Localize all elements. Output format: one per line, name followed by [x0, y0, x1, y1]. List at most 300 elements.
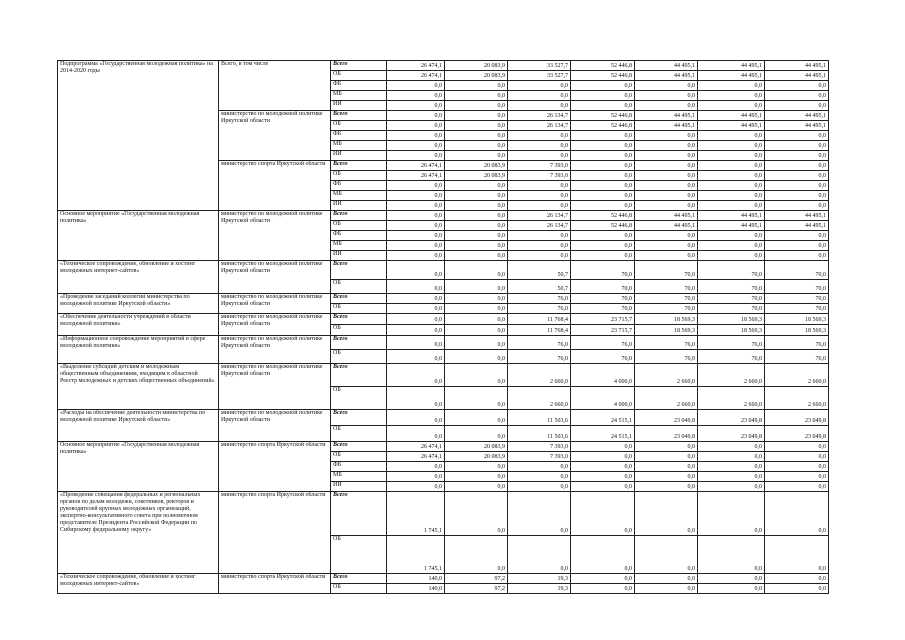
- amount-cell: 44 495,1: [698, 211, 765, 221]
- amount-cell: 52 446,8: [571, 221, 635, 231]
- amount-cell: 0,0: [387, 364, 445, 387]
- amount-cell: 0,0: [698, 151, 765, 161]
- amount-cell: 0,0: [635, 251, 698, 261]
- executor-cell: министерство по молодежной политике Иркутской области: [219, 410, 331, 442]
- amount-cell: 0,0: [508, 251, 571, 261]
- source-cell: ОБ: [331, 304, 387, 314]
- amount-cell: 70,0: [635, 280, 698, 294]
- amount-cell: 0,0: [445, 181, 508, 191]
- amount-cell: 0,0: [387, 325, 445, 336]
- funding-table: [57, 60, 829, 594]
- source-cell: ИИ: [331, 251, 387, 261]
- table-row: [58, 211, 829, 221]
- amount-cell: 11 768,4: [508, 314, 571, 325]
- amount-cell: 0,0: [508, 231, 571, 241]
- amount-cell: 0,0: [508, 536, 571, 574]
- amount-cell: 44 495,1: [765, 61, 829, 71]
- amount-cell: 11 503,6: [508, 426, 571, 442]
- amount-cell: 33 527,7: [508, 71, 571, 81]
- amount-cell: 97,2: [445, 584, 508, 594]
- amount-cell: 20 083,9: [445, 61, 508, 71]
- amount-cell: 0,0: [508, 492, 571, 536]
- source-cell: МБ: [331, 141, 387, 151]
- activity-name-cell: «Проведение заседаний коллегии министерства по молодежной политике Иркутской области»: [58, 294, 219, 314]
- amount-cell: 2 660,0: [698, 387, 765, 410]
- amount-cell: 23 049,8: [765, 410, 829, 426]
- amount-cell: 0,0: [445, 131, 508, 141]
- amount-cell: 18 569,3: [635, 325, 698, 336]
- amount-cell: 0,0: [445, 462, 508, 472]
- amount-cell: 0,0: [508, 462, 571, 472]
- source-cell: Всего: [331, 574, 387, 584]
- source-cell: ФБ: [331, 131, 387, 141]
- source-cell: ОБ: [331, 387, 387, 410]
- amount-cell: 0,0: [635, 151, 698, 161]
- amount-cell: 0,0: [765, 231, 829, 241]
- amount-cell: 0,0: [571, 231, 635, 241]
- amount-cell: 26 474,1: [387, 171, 445, 181]
- executor-cell: министерство по молодежной политике Иркутской области: [219, 294, 331, 314]
- amount-cell: 0,0: [765, 91, 829, 101]
- amount-cell: 0,0: [571, 492, 635, 536]
- amount-cell: 0,0: [635, 81, 698, 91]
- amount-cell: 0,0: [765, 141, 829, 151]
- amount-cell: 0,0: [445, 211, 508, 221]
- amount-cell: 0,0: [635, 536, 698, 574]
- amount-cell: 0,0: [765, 574, 829, 584]
- amount-cell: 0,0: [571, 151, 635, 161]
- activity-name-cell: Основное мероприятие «Государственная молодежная политика»: [58, 211, 219, 261]
- amount-cell: 70,0: [698, 280, 765, 294]
- amount-cell: 0,0: [445, 241, 508, 251]
- amount-cell: 26 474,1: [387, 161, 445, 171]
- amount-cell: 0,0: [698, 452, 765, 462]
- amount-cell: 11 503,6: [508, 410, 571, 426]
- activity-name-cell: «Проведение совещания федеральных и региональных органов по делам молодежи, советников, ректоров и руководителей крупных молодежных организаций, экспертно-консультативного совета при полномочном представителе Президента Российской Федерации по Сибирскому федеральному округу»: [58, 492, 219, 574]
- amount-cell: 140,0: [387, 574, 445, 584]
- amount-cell: 70,0: [765, 304, 829, 314]
- amount-cell: 0,0: [698, 131, 765, 141]
- activity-name-cell: «Техническое сопровождение, обновление и хостинг молодежных интернет-сайтов»: [58, 261, 219, 294]
- source-cell: Всего: [331, 492, 387, 536]
- amount-cell: 70,0: [635, 261, 698, 280]
- amount-cell: 0,0: [387, 201, 445, 211]
- table-row: [58, 294, 829, 304]
- amount-cell: 0,0: [571, 584, 635, 594]
- amount-cell: 23 049,8: [698, 426, 765, 442]
- amount-cell: 0,0: [698, 141, 765, 151]
- source-cell: Всего: [331, 261, 387, 280]
- amount-cell: 0,0: [445, 221, 508, 231]
- table-row: [58, 492, 829, 536]
- amount-cell: 44 495,1: [635, 71, 698, 81]
- amount-cell: 7 393,0: [508, 161, 571, 171]
- amount-cell: 0,0: [508, 191, 571, 201]
- amount-cell: 52 446,8: [571, 121, 635, 131]
- amount-cell: 11 768,4: [508, 325, 571, 336]
- amount-cell: 0,0: [445, 410, 508, 426]
- amount-cell: 0,0: [445, 325, 508, 336]
- amount-cell: 0,0: [387, 231, 445, 241]
- table-row: [58, 261, 829, 280]
- amount-cell: 0,0: [635, 492, 698, 536]
- amount-cell: 0,0: [508, 201, 571, 211]
- document-page: [57, 60, 828, 594]
- amount-cell: 0,0: [387, 336, 445, 350]
- amount-cell: 0,0: [765, 191, 829, 201]
- table-body: [58, 61, 829, 594]
- amount-cell: 0,0: [387, 81, 445, 91]
- amount-cell: 0,0: [698, 241, 765, 251]
- table-row: [58, 574, 829, 584]
- amount-cell: 7 393,0: [508, 442, 571, 452]
- amount-cell: 44 495,1: [765, 121, 829, 131]
- amount-cell: 23 715,7: [571, 314, 635, 325]
- amount-cell: 0,0: [571, 452, 635, 462]
- source-cell: ФБ: [331, 231, 387, 241]
- amount-cell: 19,3: [508, 574, 571, 584]
- amount-cell: 2 660,0: [765, 364, 829, 387]
- amount-cell: 23 049,8: [635, 410, 698, 426]
- amount-cell: 70,0: [635, 304, 698, 314]
- executor-cell: министерство по молодежной политике Иркутской области: [219, 336, 331, 364]
- amount-cell: 0,0: [765, 151, 829, 161]
- amount-cell: 52 446,8: [571, 111, 635, 121]
- amount-cell: 0,0: [508, 131, 571, 141]
- amount-cell: 0,0: [445, 492, 508, 536]
- amount-cell: 0,0: [508, 241, 571, 251]
- source-cell: Всего: [331, 211, 387, 221]
- amount-cell: 0,0: [698, 161, 765, 171]
- amount-cell: 76,0: [698, 350, 765, 364]
- source-cell: ФБ: [331, 181, 387, 191]
- executor-cell: министерство по молодежной политике Иркутской области: [219, 211, 331, 261]
- amount-cell: 0,0: [698, 492, 765, 536]
- amount-cell: 44 495,1: [635, 111, 698, 121]
- source-cell: МБ: [331, 91, 387, 101]
- amount-cell: 0,0: [571, 201, 635, 211]
- executor-cell: министерство по молодежной политике Иркутской области: [219, 364, 331, 410]
- amount-cell: 44 495,1: [765, 211, 829, 221]
- source-cell: ФБ: [331, 462, 387, 472]
- amount-cell: 0,0: [387, 221, 445, 231]
- amount-cell: 0,0: [508, 91, 571, 101]
- amount-cell: 44 495,1: [698, 111, 765, 121]
- amount-cell: 0,0: [387, 387, 445, 410]
- amount-cell: 0,0: [698, 171, 765, 181]
- table-row: [58, 61, 829, 71]
- amount-cell: 50,7: [508, 280, 571, 294]
- amount-cell: 0,0: [635, 191, 698, 201]
- executor-cell: министерство по молодежной политике Иркутской области: [219, 314, 331, 336]
- source-cell: Всего: [331, 294, 387, 304]
- amount-cell: 76,0: [508, 304, 571, 314]
- amount-cell: 0,0: [571, 462, 635, 472]
- amount-cell: 44 495,1: [635, 61, 698, 71]
- amount-cell: 23 049,8: [698, 410, 765, 426]
- activity-name-cell: Подпрограмма «Государственная молодежная политика» на 2014-2020 годы: [58, 61, 219, 211]
- source-cell: Всего: [331, 442, 387, 452]
- amount-cell: 0,0: [571, 241, 635, 251]
- amount-cell: 0,0: [445, 350, 508, 364]
- executor-cell: министерство спорта Иркутской области: [219, 442, 331, 492]
- amount-cell: 2 660,0: [635, 364, 698, 387]
- amount-cell: 0,0: [387, 241, 445, 251]
- amount-cell: 44 495,1: [698, 121, 765, 131]
- amount-cell: 23 715,7: [571, 325, 635, 336]
- executor-cell: министерство спорта Иркутской области: [219, 492, 331, 574]
- source-cell: ОБ: [331, 171, 387, 181]
- amount-cell: 0,0: [635, 584, 698, 594]
- amount-cell: 2 660,0: [698, 364, 765, 387]
- amount-cell: 0,0: [445, 121, 508, 131]
- amount-cell: 0,0: [445, 294, 508, 304]
- amount-cell: 0,0: [635, 452, 698, 462]
- amount-cell: 52 446,8: [571, 71, 635, 81]
- executor-cell: министерство спорта Иркутской области: [219, 161, 331, 211]
- amount-cell: 18 569,3: [635, 314, 698, 325]
- executor-cell: Всего, в том числе: [219, 61, 331, 111]
- activity-name-cell: «Обеспечение деятельности учреждений в области молодежной политики»: [58, 314, 219, 336]
- amount-cell: 20 083,9: [445, 171, 508, 181]
- amount-cell: 76,0: [508, 336, 571, 350]
- amount-cell: 26 134,7: [508, 211, 571, 221]
- amount-cell: 0,0: [635, 101, 698, 111]
- amount-cell: 0,0: [698, 472, 765, 482]
- amount-cell: 0,0: [635, 231, 698, 241]
- source-cell: ИИ: [331, 101, 387, 111]
- amount-cell: 0,0: [387, 101, 445, 111]
- amount-cell: 24 515,1: [571, 410, 635, 426]
- amount-cell: 0,0: [387, 280, 445, 294]
- amount-cell: 0,0: [387, 131, 445, 141]
- amount-cell: 0,0: [765, 584, 829, 594]
- source-cell: ОБ: [331, 280, 387, 294]
- amount-cell: 0,0: [445, 336, 508, 350]
- amount-cell: 50,7: [508, 261, 571, 280]
- amount-cell: 76,0: [635, 336, 698, 350]
- amount-cell: 70,0: [765, 280, 829, 294]
- amount-cell: 0,0: [765, 161, 829, 171]
- amount-cell: 0,0: [698, 231, 765, 241]
- amount-cell: 0,0: [635, 181, 698, 191]
- amount-cell: 0,0: [765, 536, 829, 574]
- amount-cell: 0,0: [387, 151, 445, 161]
- amount-cell: 33 527,7: [508, 61, 571, 71]
- amount-cell: 0,0: [635, 91, 698, 101]
- amount-cell: 0,0: [571, 101, 635, 111]
- activity-name-cell: «Расходы на обеспечение деятельности министерства по молодежной политике Иркутской области»: [58, 410, 219, 442]
- amount-cell: 0,0: [571, 91, 635, 101]
- amount-cell: 0,0: [508, 141, 571, 151]
- amount-cell: 70,0: [571, 294, 635, 304]
- amount-cell: 0,0: [445, 314, 508, 325]
- amount-cell: 76,0: [571, 350, 635, 364]
- amount-cell: 0,0: [445, 151, 508, 161]
- amount-cell: 76,0: [635, 350, 698, 364]
- amount-cell: 0,0: [387, 181, 445, 191]
- amount-cell: 0,0: [571, 141, 635, 151]
- amount-cell: 0,0: [635, 161, 698, 171]
- amount-cell: 0,0: [635, 241, 698, 251]
- amount-cell: 52 446,8: [571, 61, 635, 71]
- amount-cell: 70,0: [635, 294, 698, 304]
- amount-cell: 0,0: [698, 81, 765, 91]
- amount-cell: 76,0: [765, 336, 829, 350]
- amount-cell: 0,0: [765, 171, 829, 181]
- source-cell: Всего: [331, 111, 387, 121]
- amount-cell: 0,0: [508, 472, 571, 482]
- amount-cell: 0,0: [698, 91, 765, 101]
- amount-cell: 44 495,1: [698, 221, 765, 231]
- amount-cell: 0,0: [765, 251, 829, 261]
- amount-cell: 76,0: [698, 336, 765, 350]
- amount-cell: 0,0: [635, 131, 698, 141]
- amount-cell: 0,0: [445, 364, 508, 387]
- amount-cell: 0,0: [445, 81, 508, 91]
- amount-cell: 0,0: [765, 201, 829, 211]
- activity-name-cell: «Техническое сопровождение, обновление и хостинг молодежных интернет-сайтов»: [58, 574, 219, 594]
- amount-cell: 0,0: [765, 462, 829, 472]
- amount-cell: 70,0: [765, 294, 829, 304]
- amount-cell: 19,3: [508, 584, 571, 594]
- source-cell: ИИ: [331, 201, 387, 211]
- source-cell: ОБ: [331, 584, 387, 594]
- amount-cell: 70,0: [698, 304, 765, 314]
- source-cell: ОБ: [331, 325, 387, 336]
- amount-cell: 20 083,9: [445, 71, 508, 81]
- amount-cell: 0,0: [387, 91, 445, 101]
- amount-cell: 0,0: [387, 472, 445, 482]
- amount-cell: 0,0: [698, 442, 765, 452]
- amount-cell: 0,0: [508, 151, 571, 161]
- amount-cell: 70,0: [698, 261, 765, 280]
- amount-cell: 26 134,7: [508, 111, 571, 121]
- activity-name-cell: Основное мероприятие «Государственная молодежная политика»: [58, 442, 219, 492]
- amount-cell: 0,0: [571, 81, 635, 91]
- amount-cell: 0,0: [698, 482, 765, 492]
- amount-cell: 140,0: [387, 584, 445, 594]
- activity-name-cell: «Информационное сопровождение мероприятий в сфере молодежной политики»: [58, 336, 219, 364]
- table-row: [58, 410, 829, 426]
- amount-cell: 0,0: [445, 304, 508, 314]
- amount-cell: 0,0: [571, 131, 635, 141]
- amount-cell: 0,0: [387, 314, 445, 325]
- source-cell: ИИ: [331, 482, 387, 492]
- amount-cell: 52 446,8: [571, 211, 635, 221]
- amount-cell: 7 393,0: [508, 452, 571, 462]
- amount-cell: 0,0: [387, 261, 445, 280]
- amount-cell: 0,0: [571, 251, 635, 261]
- amount-cell: 0,0: [698, 536, 765, 574]
- amount-cell: 76,0: [571, 336, 635, 350]
- source-cell: МБ: [331, 241, 387, 251]
- amount-cell: 0,0: [387, 482, 445, 492]
- amount-cell: 0,0: [765, 181, 829, 191]
- amount-cell: 44 495,1: [765, 71, 829, 81]
- amount-cell: 1 745,1: [387, 492, 445, 536]
- amount-cell: 20 083,9: [445, 161, 508, 171]
- amount-cell: 76,0: [508, 294, 571, 304]
- amount-cell: 0,0: [765, 442, 829, 452]
- amount-cell: 70,0: [571, 304, 635, 314]
- amount-cell: 24 515,1: [571, 426, 635, 442]
- source-cell: ФБ: [331, 81, 387, 91]
- amount-cell: 0,0: [765, 452, 829, 462]
- amount-cell: 0,0: [387, 426, 445, 442]
- amount-cell: 0,0: [698, 101, 765, 111]
- amount-cell: 0,0: [698, 251, 765, 261]
- amount-cell: 0,0: [387, 304, 445, 314]
- source-cell: ОБ: [331, 121, 387, 131]
- amount-cell: 26 474,1: [387, 442, 445, 452]
- amount-cell: 0,0: [571, 171, 635, 181]
- amount-cell: 0,0: [445, 231, 508, 241]
- source-cell: ОБ: [331, 71, 387, 81]
- amount-cell: 0,0: [508, 101, 571, 111]
- amount-cell: 76,0: [508, 350, 571, 364]
- source-cell: Всего: [331, 314, 387, 325]
- amount-cell: 2 660,0: [508, 387, 571, 410]
- amount-cell: 44 495,1: [765, 111, 829, 121]
- amount-cell: 0,0: [765, 101, 829, 111]
- amount-cell: 0,0: [445, 261, 508, 280]
- amount-cell: 0,0: [387, 211, 445, 221]
- amount-cell: 0,0: [571, 191, 635, 201]
- amount-cell: 18 569,3: [698, 314, 765, 325]
- amount-cell: 26 474,1: [387, 71, 445, 81]
- amount-cell: 70,0: [765, 261, 829, 280]
- source-cell: ИИ: [331, 151, 387, 161]
- activity-name-cell: «Выделение субсидий детским и молодежным общественным объединениям, входящим в областной Реестр молодежных и детских общественных объединений»: [58, 364, 219, 410]
- amount-cell: 0,0: [698, 191, 765, 201]
- amount-cell: 70,0: [571, 280, 635, 294]
- source-cell: МБ: [331, 191, 387, 201]
- source-cell: Всего: [331, 410, 387, 426]
- amount-cell: 97,2: [445, 574, 508, 584]
- amount-cell: 0,0: [635, 201, 698, 211]
- amount-cell: 0,0: [445, 111, 508, 121]
- executor-cell: министерство спорта Иркутской области: [219, 574, 331, 594]
- amount-cell: 4 000,0: [571, 364, 635, 387]
- amount-cell: 0,0: [508, 81, 571, 91]
- amount-cell: 0,0: [571, 161, 635, 171]
- table-row: [58, 442, 829, 452]
- amount-cell: 0,0: [387, 141, 445, 151]
- amount-cell: 70,0: [698, 294, 765, 304]
- source-cell: МБ: [331, 472, 387, 482]
- table-row: [58, 336, 829, 350]
- amount-cell: 0,0: [445, 251, 508, 261]
- amount-cell: 0,0: [445, 141, 508, 151]
- source-cell: ОБ: [331, 350, 387, 364]
- amount-cell: 0,0: [387, 251, 445, 261]
- amount-cell: 0,0: [571, 181, 635, 191]
- amount-cell: 70,0: [571, 261, 635, 280]
- amount-cell: 0,0: [635, 442, 698, 452]
- amount-cell: 18 569,3: [698, 325, 765, 336]
- source-cell: ОБ: [331, 452, 387, 462]
- amount-cell: 26 474,1: [387, 452, 445, 462]
- amount-cell: 23 049,8: [635, 426, 698, 442]
- amount-cell: 0,0: [698, 584, 765, 594]
- amount-cell: 2 660,0: [765, 387, 829, 410]
- amount-cell: 0,0: [508, 482, 571, 492]
- amount-cell: 0,0: [445, 387, 508, 410]
- amount-cell: 0,0: [445, 536, 508, 574]
- amount-cell: 18 569,3: [765, 314, 829, 325]
- amount-cell: 0,0: [698, 462, 765, 472]
